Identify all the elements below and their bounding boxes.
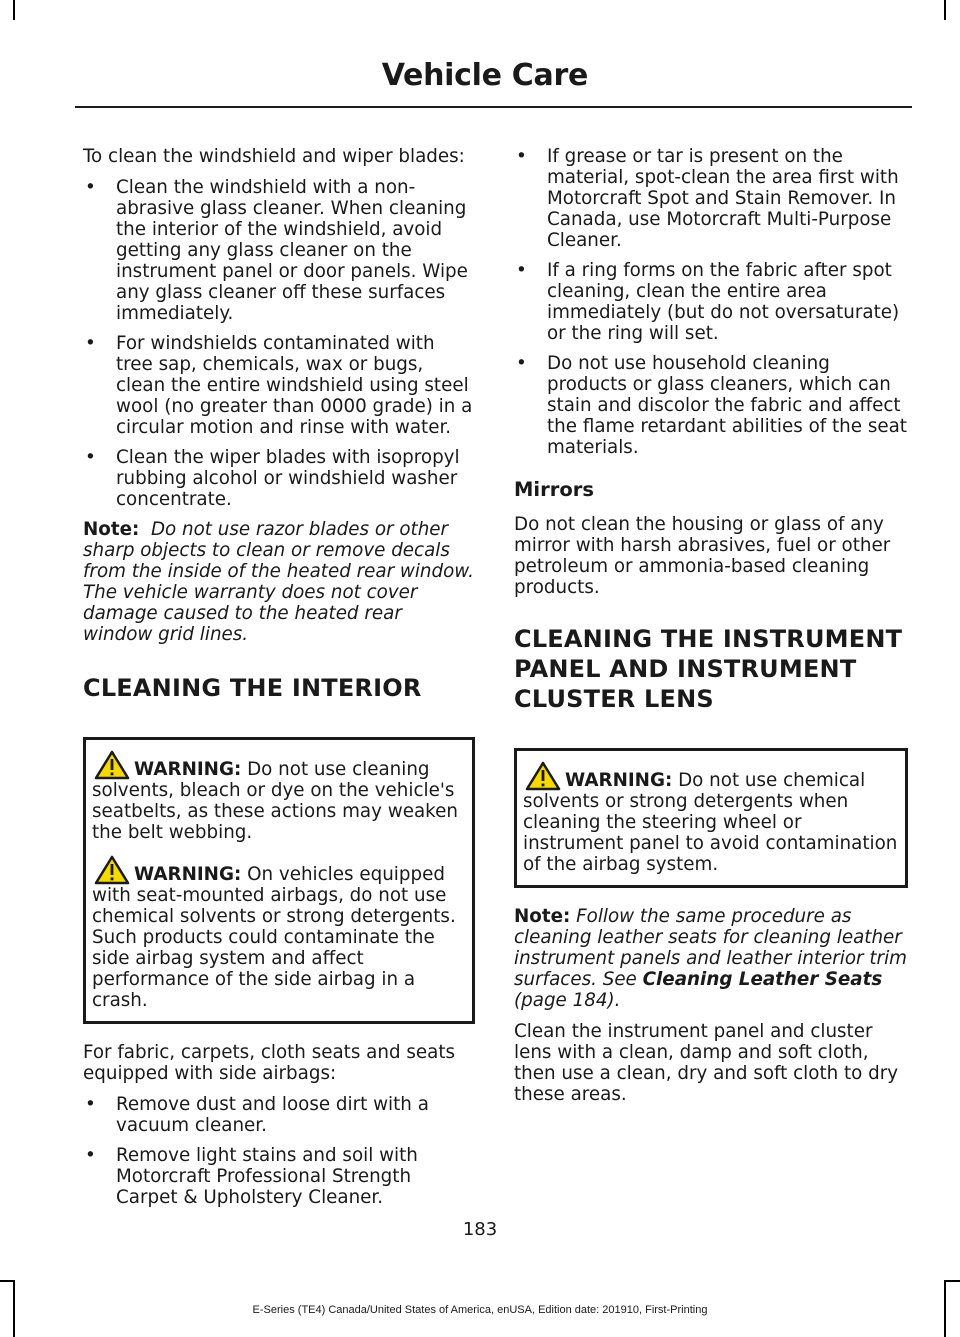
header-divider — [75, 106, 912, 108]
bullet-marker: • — [85, 177, 96, 198]
warning-box-instrument-panel — [514, 748, 908, 888]
fabric-intro: For fabric, carpets, cloth seats and seats equipped with side airbags: — [83, 1042, 456, 1084]
mirrors-text: Do not clean the housing or glass of any mirror with harsh abrasives, fuel or other petroleum or ammonia-based cleaning products. — [514, 514, 891, 598]
warning-label: WARNING: — [134, 759, 242, 780]
left-column — [83, 146, 475, 1217]
page-header-title: Vehicle Care — [381, 58, 588, 93]
crop-mark-top-right — [944, 0, 946, 20]
footer-edition: E-Series (TE4) Canada/United States of America, enUSA, Edition date: 201910, First-Printing — [252, 1304, 708, 1316]
fabric-care-bullet-list — [514, 146, 908, 458]
note-text: Follow the same procedure as cleaning leather seats for cleaning leather instrument panels and leather interior trim surfaces. See — [514, 906, 907, 990]
warning-label: WARNING: — [134, 864, 242, 885]
cluster-cleaning-text: Clean the instrument panel and cluster lens with a clean, damp and soft cloth, then use a clean, dry and soft cloth to dry these areas. — [514, 1021, 899, 1105]
warning-text: On vehicles equipped with seat-mounted airbags, do not use chemical solvents or strong detergents. Such products could contaminate the side airbag system and affect performance of the side airbag in a crash. — [92, 864, 456, 1011]
warning-text: Do not use chemical solvents or strong detergents when cleaning the steering wheel or instrument panel to avoid contamination of the airbag system. — [523, 770, 898, 875]
list-item: • Remove dust and loose dirt with a vacuum cleaner. — [85, 1094, 429, 1136]
list-item: • For windshields contaminated with tree sap, chemicals, wax or bugs, clean the entire windshield using steel wool (no greater than 0000 grade) in a circular motion and rinse with water. — [85, 333, 473, 438]
warning-chemical-solvents — [523, 761, 899, 875]
section-heading-instrument-panel: CLEANING THE INSTRUMENT PANEL AND INSTRUMENT CLUSTER LENS — [514, 625, 903, 713]
list-item: • Clean the wiper blades with isopropyl rubbing alcohol or windshield washer concentrate. — [85, 447, 460, 510]
bullet-marker: • — [85, 1094, 96, 1115]
crop-mark-bottom-left-h — [0, 1280, 15, 1282]
bullet-marker: • — [85, 1145, 96, 1166]
leather-note — [514, 906, 908, 1011]
note-label: Note: — [83, 519, 140, 540]
warning-triangle-icon — [525, 761, 561, 791]
note-text: Do not use razor blades or other sharp objects to clean or remove decals from the inside of the heated rear window. The vehicle warranty does not cover damage caused to the heated rear window grid lines. — [83, 519, 474, 645]
cross-reference-link[interactable]: Cleaning Leather Seats — [642, 969, 883, 990]
list-item: • Do not use household cleaning products or glass cleaners, which can stain and discolor the fabric and affect the flame retardant abilities of the seat materials. — [516, 353, 907, 458]
list-item: • Remove light stains and soil with Motorcraft Professional Strength Carpet & Upholstery Cleaner. — [85, 1145, 418, 1208]
warning-seatbelts — [92, 750, 466, 843]
windshield-intro: To clean the windshield and wiper blades: — [83, 146, 465, 167]
warning-seat-airbags — [92, 855, 466, 1011]
bullet-marker: • — [516, 353, 527, 374]
windshield-bullet-list — [83, 177, 475, 510]
crop-mark-bottom-right-h — [944, 1280, 960, 1282]
page-number: 183 — [462, 1219, 498, 1240]
bullet-marker: • — [85, 447, 96, 468]
list-item: • If grease or tar is present on the material, spot-clean the area first with Motorcraft Spot and Stain Remover. In Canada, use Motorcraft Multi-Purpose Cleaner. — [516, 146, 899, 251]
windshield-note — [83, 519, 475, 645]
bullet-marker: • — [85, 333, 96, 354]
warning-triangle-icon — [94, 855, 130, 885]
list-item: • If a ring forms on the fabric after spot cleaning, clean the entire area immediately (but do not oversaturate) or the ring will set. — [516, 260, 900, 344]
warning-box-interior — [83, 737, 475, 1024]
list-item: • Clean the windshield with a non-abrasive glass cleaner. When cleaning the interior of the windshield, avoid getting any glass cleaner on the instrument panel or door panels. Wipe any glass cleaner off these surfaces immediately. — [85, 177, 468, 324]
warning-text: Do not use cleaning solvents, bleach or dye on the vehicle's seatbelts, as these actions may weaken the belt webbing. — [92, 759, 458, 843]
note-label: Note: — [514, 906, 571, 927]
warning-label: WARNING: — [565, 770, 673, 791]
crop-mark-top-left — [13, 0, 15, 20]
bullet-marker: • — [516, 260, 527, 281]
section-heading-cleaning-interior: CLEANING THE INTERIOR — [83, 674, 422, 702]
cross-reference-page: (page 184). — [514, 990, 621, 1011]
warning-triangle-icon — [94, 750, 130, 780]
right-column — [514, 146, 908, 1115]
bullet-marker: • — [516, 146, 527, 167]
fabric-bullet-list — [83, 1094, 475, 1208]
subheading-mirrors: Mirrors — [514, 478, 594, 501]
